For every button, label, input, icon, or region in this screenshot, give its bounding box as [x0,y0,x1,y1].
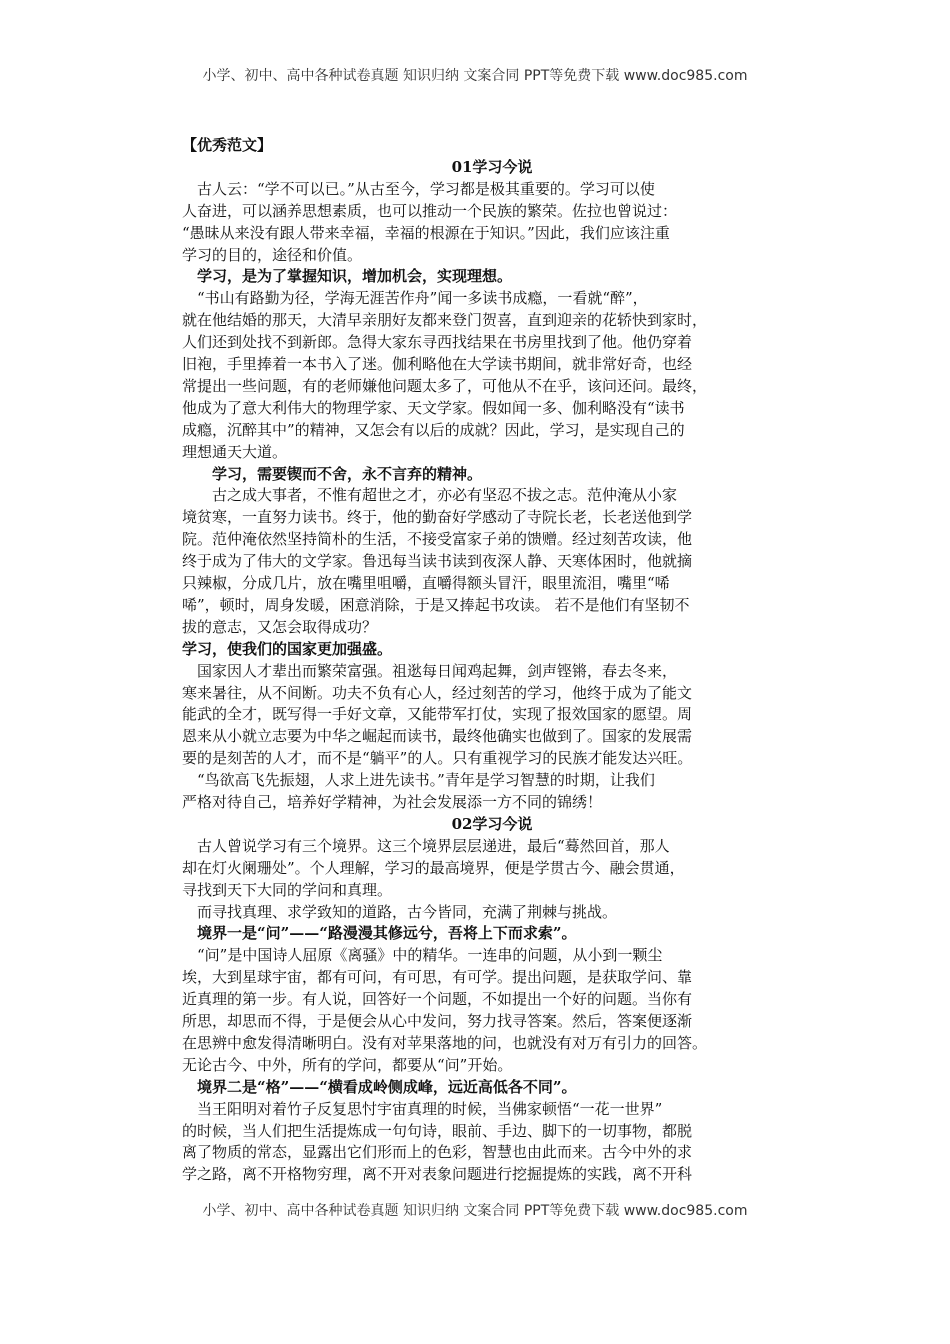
text-line: 古人云：“学不可以已。”从古至今，学习都是极其重要的。学习可以使 [182,179,655,198]
text-line: “鸟欲高飞先振翅，人求上进先读书。”青年是学习智慧的时期，让我们 [182,771,655,790]
text-line: 所思，却思而不得，于是便会从心中发问，努力找寻答案。然后，答案便逐渐 [182,1012,693,1030]
text-line: 无论古今、中外，所有的学问，都要从“问”开始。 [182,1055,513,1074]
subheading-line: 【优秀范文】 [182,136,273,154]
subheading-line: 学习，需要锲而不舍，永不言弃的精神。 [182,464,483,483]
text-line: 常提出一些问题，有的老师嫌他问题太多了，可他从不在乎，该问还问。最终， [182,376,708,395]
text-line: 而寻找真理、求学致知的道路，古今皆同，充满了荆棘与挑战。 [182,902,618,921]
text-line: 理想通天大道。 [182,442,288,461]
subheading-line: 学习，使我们的国家更加强盛。 [182,639,393,658]
text-line: 拔的意志，又怎会取得成功？ [182,617,378,636]
text-line: 国家因人才辈出而繁荣富强。祖逖每日闻鸡起舞，剑声铿锵，春去冬来， [182,661,678,680]
text-line: “愚昧从来没有跟人带来幸福，幸福的根源在于知识。”因此，我们应该注重 [182,223,670,242]
text-line: 终于成为了伟大的文学家。鲁迅每当读书读到夜深人静、天寒体困时，他就摘 [182,552,693,571]
text-line: 古之成大事者，不惟有超世之才，亦必有坚忍不拔之志。范仲淹从小家 [182,486,678,505]
section-title: 01学习今说 [451,157,533,176]
text-line: 埃，大到星球宇宙，都有可问，有可思，有可学。提出问题，是获取学问、靠 [182,968,693,987]
subheading-line: 境界二是“格”——“横看成岭侧成峰，远近高低各不同”。 [182,1077,577,1096]
text-line: 他成为了意大利伟大的物理学家、天文学家。假如闻一多、伽利略没有“读书 [182,398,685,417]
text-line: 严格对待自己，培养好学精神，为社会发展添一方不同的锦绣！ [182,793,603,811]
text-line: 人们还到处找不到新郎。急得大家东寻西找结果在书房里找到了他。他仍穿着 [182,333,693,352]
text-line: 就在他结婚的那天，大清早亲朋好友都来登门贺喜，直到迎亲的花轿快到家时， [182,311,708,330]
text-line: 当王阳明对着竹子反复思忖宇宙真理的时候，当佛家顿悟“一花一世界” [182,1099,663,1118]
text-line: 境贫寒，一直努力读书。终于，他的勤奋好学感动了寺院长老，长老送他到学 [182,508,693,527]
text-line: 唏”，顿时，周身发暖，困意消除，于是又捧起书攻读。 若不是他们有坚韧不 [182,595,690,614]
text-line: 寒来暑往，从不间断。功夫不负有心人，经过刻苦的学习，他终于成为了能文 [182,683,693,702]
text-line: 近真理的第一步。有人说，回答好一个问题，不如提出一个好的问题。当你有 [182,990,693,1009]
section-title: 02学习今说 [451,814,533,833]
text-line: 人奋进，可以涵养思想素质，也可以推动一个民族的繁荣。佐拉也曾说过： [182,201,678,220]
text-line: 离了物质的常态，显露出它们形而上的色彩，智慧也由此而来。古今中外的求 [182,1143,693,1162]
subheading-line: 学习，是为了掌握知识，增加机会，实现理想。 [182,267,513,286]
text-line: 成瘾，沉醉其中”的精神，又怎会有以后的成就？因此，学习，是实现自己的 [182,420,685,439]
text-line: 只辣椒，分成几片，放在嘴里咀嚼，直嚼得额头冒汗，眼里流泪，嘴里“唏 [182,574,670,592]
text-line: 在思辨中愈发得清晰明白。没有对苹果落地的问，也就没有对万有引力的回答。 [182,1033,708,1052]
page-footer: 小学、初中、高中各种试卷真题 知识归纳 文案合同 PPT等免费下载 www.doc985.com [202,1203,748,1219]
text-line: 要的是刻苦的人才，而不是“躺平”的人。只有重视学习的民族才能发达兴旺。 [182,749,693,768]
subheading-line: 境界一是“问”——“路漫漫其修远兮，吾将上下而求索”。 [182,924,577,943]
text-line: 的时候，当人们把生活提炼成一句句诗，眼前、手边、脚下的一切事物，都脱 [182,1121,693,1140]
text-line: 院。范仲淹依然坚持简朴的生活，不接受富家子弟的馈赠。经过刻苦攻读，他 [182,530,693,549]
text-line: 学之路，离不开格物穷理，离不开对表象问题进行挖掘提炼的实践，离不开科 [182,1165,693,1184]
text-line: “问”是中国诗人屈原《离骚》中的精华。一连串的问题，从小到一颗尘 [182,946,663,965]
text-line: 能武的全才，既写得一手好文章，又能带军打仗，实现了报效国家的愿望。周 [182,705,693,724]
text-line: 古人曾说学习有三个境界。这三个境界层层递进，最后“蓦然回首，那人 [182,836,670,855]
page-header: 小学、初中、高中各种试卷真题 知识归纳 文案合同 PPT等免费下载 www.doc985.com [202,68,748,84]
text-line: 学习的目的，途径和价值。 [182,245,363,264]
text-line: 寻找到天下大同的学问和真理。 [182,880,393,899]
text-line: “书山有路勤为径，学海无涯苦作舟”闻一多读书成瘾，一看就“醉”， [182,289,648,308]
text-line: 旧袍，手里捧着一本书入了迷。伽利略他在大学读书期间，就非常好奇，也经 [182,355,693,373]
text-line: 恩来从小就立志要为中华之崛起而读书，最终他确实也做到了。国家的发展需 [182,727,693,746]
text-line: 却在灯火阑珊处”。个人理解，学习的最高境界，便是学贯古今、融会贯通， [182,858,685,877]
